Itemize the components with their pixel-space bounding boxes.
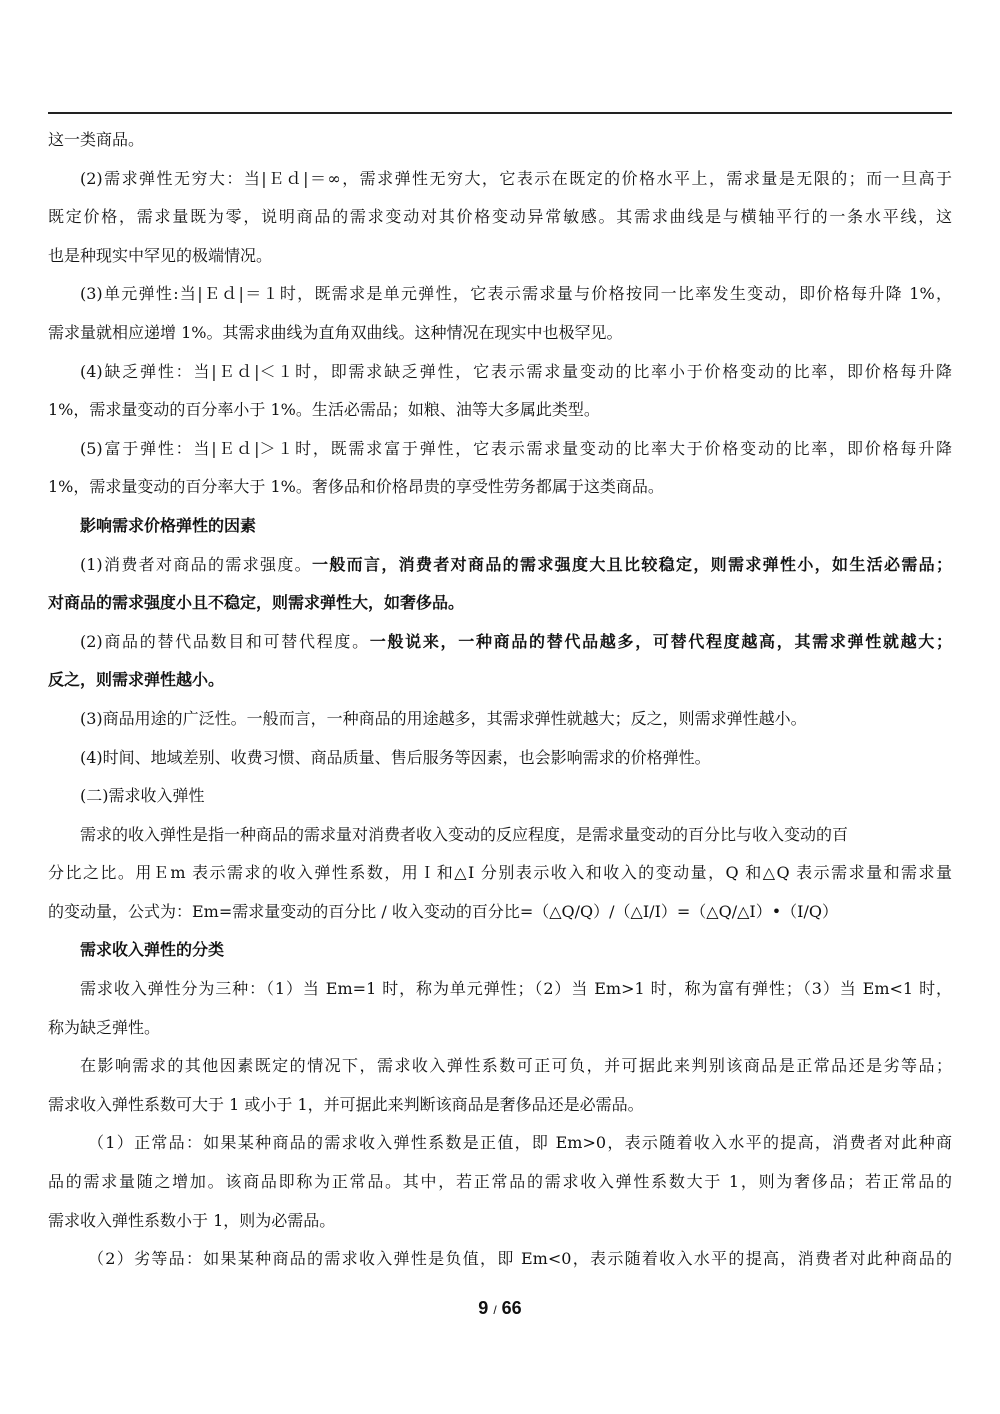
text-line: 对商品的需求强度小且不稳定，则需求弹性大，如奢侈品。 <box>48 593 465 613</box>
text-line: （1）正常品：如果某种商品的需求收入弹性系数是正值，即 Em>0，表示随着收入水平的提高，消费者对此种商 <box>88 1133 952 1153</box>
text-line: （2）劣等品：如果某种商品的需求收入弹性是负值，即 Em<0，表示随着收入水平的提高，消费者对此种商品的 <box>88 1249 952 1269</box>
text-line: (4)时间、地域差别、收费习惯、商品质量、售后服务等因素，也会影响需求的价格弹性。 <box>80 747 711 767</box>
text-line: (4)缺乏弹性：当|Ｅｄ|＜１时，即需求缺乏弹性，它表示需求量变动的比率小于价格变动的比率，即价格每升降 <box>80 361 952 381</box>
text-line: (5)富于弹性：当|Ｅｄ|＞１时，既需求富于弹性，它表示需求量变动的比率大于价格变动的比率，即价格每升降 <box>80 438 952 458</box>
text-line: (3)商品用途的广泛性。一般而言，一种商品的用途越多，其需求弹性就越大；反之，则需求弹性越小。 <box>80 708 807 728</box>
page-body <box>48 121 952 1279</box>
text-line: 在影响需求的其他因素既定的情况下，需求收入弹性系数可正可负，并可据此来判别该商品是正常品还是劣等品； <box>80 1056 952 1076</box>
text-line: 分比之比。用Ｅm 表示需求的收入弹性系数，用Ｉ和△I 分别表示收入和收入的变动量，Q 和△Q 表示需求量和需求量 <box>48 863 952 883</box>
text-line <box>48 623 952 662</box>
text-line: 需求的收入弹性是指一种商品的需求量对消费者收入变动的反应程度，是需求量变动的百分比与收入变动的百 <box>80 824 849 844</box>
text-segment: (1)消费者对商品的需求强度。 <box>80 554 312 574</box>
text-line: 品的需求量随之增加。该商品即称为正常品。其中，若正常品的需求收入弹性系数大于 1，则为奢侈品；若正常品的 <box>48 1172 952 1192</box>
section-heading: 需求收入弹性的分类 <box>80 940 225 960</box>
text-line: 需求收入弹性系数可大于 1 或小于 1，并可据此来判断该商品是奢侈品还是必需品。 <box>48 1094 644 1114</box>
page-total: 66 <box>501 1298 522 1318</box>
text-line: 这一类商品。 <box>48 130 145 149</box>
text-line: 需求量就相应递增 1%。其需求曲线为直角双曲线。这种情况在现实中也极罕见。 <box>48 322 623 342</box>
text-line: (2)需求弹性无穷大：当|Ｅｄ|＝∞，需求弹性无穷大，它表示在既定的价格水平上，需求量是无限的；而一旦高于 <box>80 168 952 188</box>
section-heading: 影响需求价格弹性的因素 <box>80 515 257 535</box>
text-line: 既定价格，需求量既为零，说明商品的需求变动对其价格变动异常敏感。其需求曲线是与横轴平行的一条水平线，这 <box>48 207 952 227</box>
text-segment: (2)商品的替代品数目和可替代程度。 <box>80 631 370 651</box>
text-line: 1%，需求量变动的百分率大于 1%。奢侈品和价格昂贵的享受性劳务都属于这类商品。 <box>48 477 664 497</box>
text-line: 反之，则需求弹性越小。 <box>48 670 225 690</box>
bold-segment: 一般而言，消费者对商品的需求强度大且比较稳定，则需求弹性小，如生活必需品； <box>312 554 952 574</box>
text-line: 称为缺乏弹性。 <box>48 1017 161 1037</box>
bold-segment: 一般说来，一种商品的替代品越多，可替代程度越高，其需求弹性就越大； <box>369 631 952 651</box>
page-current: 9 <box>478 1298 489 1318</box>
text-line: 需求收入弹性分为三种：（1）当 Em=1 时，称为单元弹性；（2）当 Em>1 时，称为富有弹性；（3）当 Em<1 时， <box>80 979 952 999</box>
page-number <box>0 1298 1000 1319</box>
page-separator: / <box>493 1303 497 1317</box>
text-line: 也是种现实中罕见的极端情况。 <box>48 245 273 265</box>
text-line <box>48 546 952 585</box>
text-line: (3)单元弹性:当|Ｅｄ|＝１时，既需求是单元弹性，它表示需求量与价格按同一比率发生变动，即价格每升降 1%， <box>80 284 952 304</box>
text-line: 需求收入弹性系数小于 1，则为必需品。 <box>48 1210 336 1230</box>
formula-line: 的变动量，公式为：Em=需求量变动的百分比 / 收入变动的百分比=（△Q/Q）/（△I/I）=（△Q/△I）•（I/Q） <box>48 901 838 921</box>
subsection-heading: (二)需求收入弹性 <box>80 786 205 806</box>
header-rule <box>48 112 952 114</box>
text-line: 1%，需求量变动的百分率小于 1%。生活必需品；如粮、油等大多属此类型。 <box>48 400 600 420</box>
